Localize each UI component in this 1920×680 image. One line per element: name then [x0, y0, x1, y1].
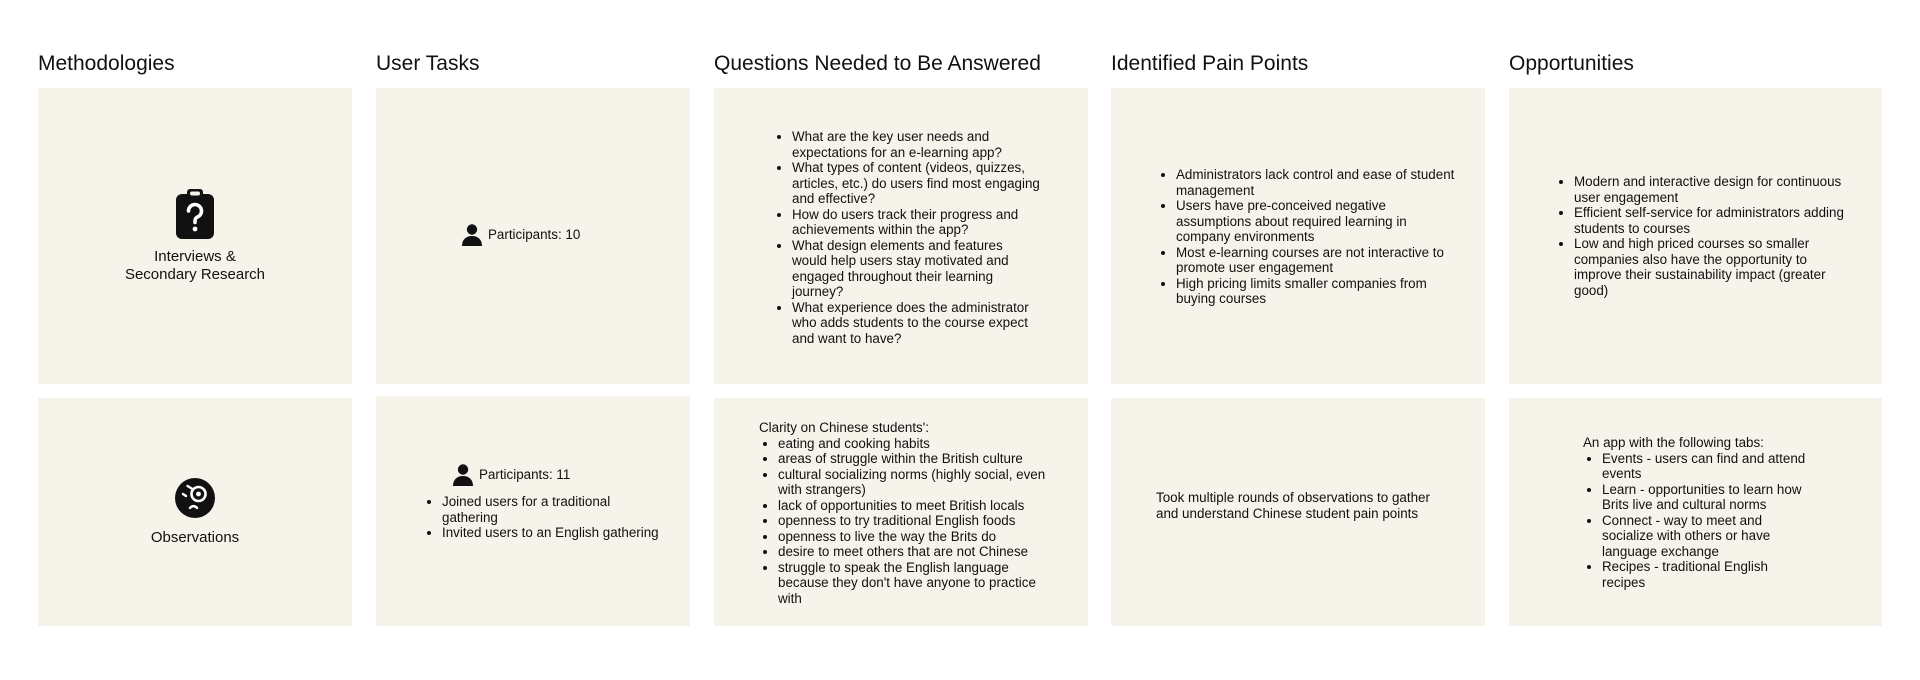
list-item: • Learn - opportunities to learn how Brits live and cultural norms: [1602, 482, 1812, 513]
methodology-label: Interviews & Secondary Research: [124, 248, 266, 283]
list-item: • cultural socializing norms (highly social, even with strangers): [778, 467, 1048, 498]
list-item: • Users have pre-conceived negative assumptions about required learning in company environments: [1176, 198, 1456, 245]
participants-count: Participants: 11: [479, 467, 571, 483]
questions-card-1: [714, 88, 1088, 384]
list-item: • Modern and interactive design for continuous user engagement: [1574, 174, 1854, 205]
pain-points-card-1: [1111, 88, 1485, 384]
list-item: • Events - users can find and attend events: [1602, 451, 1812, 482]
list-item: • struggle to speak the English language because they don't have anyone to practice with: [778, 560, 1048, 607]
pain-points-card-2: [1111, 398, 1485, 626]
opportunities-card-1: [1509, 88, 1882, 384]
list-item: • desire to meet others that are not Chinese: [778, 544, 1048, 560]
list-item: • Administrators lack control and ease of student management: [1176, 167, 1456, 198]
list-item: • areas of struggle within the British culture: [778, 451, 1048, 467]
methodology-label: Observations: [150, 529, 240, 546]
list-item: • What experience does the administrator who adds students to the course expect and want to have?: [792, 300, 1040, 347]
person-icon: [453, 464, 473, 486]
list-item: • Joined users for a traditional gathering: [442, 494, 662, 525]
list-item: • Invited users to an English gathering: [442, 525, 662, 541]
list-item: • Connect - way to meet and socialize with others or have language exchange: [1602, 513, 1812, 560]
header-user-tasks: User Tasks: [376, 52, 480, 75]
list-item: • High pricing limits smaller companies from buying courses: [1176, 276, 1456, 307]
list-item: • openness to try traditional English foods: [778, 513, 1048, 529]
questions-list: [774, 129, 1040, 346]
observation-face-icon: [174, 477, 216, 519]
opportunities-card-2: [1509, 398, 1882, 626]
questions-intro: Clarity on Chinese students':: [759, 420, 930, 435]
list-item: • How do users track their progress and achievements within the app?: [792, 207, 1040, 238]
header-opportunities: Opportunities: [1509, 52, 1634, 75]
pain-points-list: [1158, 167, 1456, 307]
list-item: • What types of content (videos, quizzes, articles, etc.) do users find most engaging and effective?: [792, 160, 1040, 207]
pain-points-text: Took multiple rounds of observations to gather and understand Chinese student pain points: [1156, 490, 1430, 521]
list-item: • openness to live the way the Brits do: [778, 529, 1048, 545]
list-item: • Most e-learning courses are not interactive to promote user engagement: [1176, 245, 1456, 276]
user-tasks-card-2: [376, 396, 690, 626]
participants-row: [453, 464, 570, 486]
opportunities-list: [1556, 174, 1854, 298]
header-pain-points: Identified Pain Points: [1111, 52, 1309, 75]
list-item: • What design elements and features would help users stay motivated and engaged throughout their learning journey?: [792, 238, 1040, 300]
opportunities-intro: An app with the following tabs:: [1583, 435, 1764, 450]
person-icon: [462, 224, 482, 246]
list-item: • Efficient self-service for administrators adding students to courses: [1574, 205, 1854, 236]
participants-row: [462, 224, 580, 246]
list-item: • lack of opportunities to meet British locals: [778, 498, 1048, 514]
user-tasks-list: [424, 494, 662, 541]
methodology-card-observations: [38, 398, 352, 626]
participants-count: Participants: 10: [488, 227, 581, 243]
questions-card-2: [714, 398, 1088, 626]
questions-list: [760, 436, 1048, 607]
methodology-card-interviews: [38, 88, 352, 384]
list-item: • Recipes - traditional English recipes: [1602, 559, 1812, 590]
clipboard-question-icon: [175, 188, 215, 240]
opportunities-list: [1584, 451, 1812, 591]
list-item: • What are the key user needs and expectations for an e-learning app?: [792, 129, 1040, 160]
header-questions: Questions Needed to Be Answered: [714, 52, 1041, 75]
list-item: • eating and cooking habits: [778, 436, 1048, 452]
header-methodologies: Methodologies: [38, 52, 175, 75]
user-tasks-card-1: [376, 88, 690, 384]
list-item: • Low and high priced courses so smaller companies also have the opportunity to improve their sustainability impact (greater good): [1574, 236, 1854, 298]
